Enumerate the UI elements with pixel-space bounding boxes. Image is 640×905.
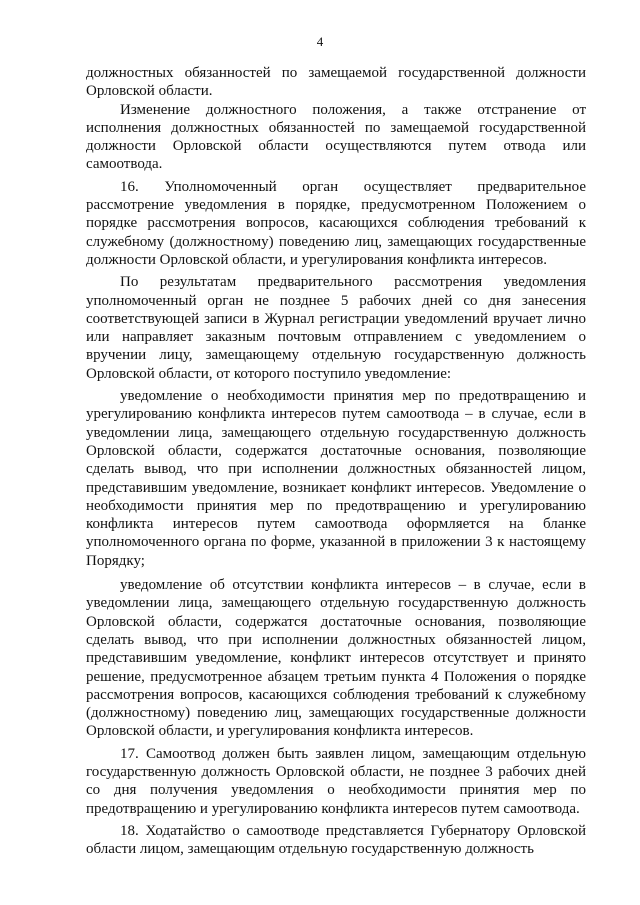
paragraph-item-18: 18. Ходатайство о самоотводе представляется Губернатору Орловской области лицом, замещающим отдельную государственную должность xyxy=(86,822,586,858)
paragraph-dismissal: Изменение должностного положения, а также отстранение от исполнения должностных обязанностей по замещаемой государственной должности Орловской области осуществляются путем отвода или самоотвода. xyxy=(86,101,586,173)
paragraph-item-17: 17. Самоотвод должен быть заявлен лицом, замещающим отдельную государственную должность Орловской области, не позднее 3 рабочих дней со дня получения уведомления о необходимости принятия мер по предотвращению и урегулированию конфликта интересов путем самоотвода. xyxy=(86,745,586,817)
paragraph-notice-self-recusal: уведомление о необходимости принятия мер по предотвращению и урегулированию конфликта интересов путем самоотвода – в случае, если в уведомлении лица, замещающего отдельную государственную должность Орловской области, содержатся достаточные основания, позволяющие сделать вывод, что при исполнении должностных обязанностей лицом, представившим уведомление, возникает конфликт интересов. Уведомление о необходимости принятия мер по предотвращению и урегулированию конфликта интересов путем самоотвода оформляется на бланке уполномоченного органа по форме, указанной в приложении 3 к настоящему Порядку; xyxy=(86,388,586,569)
paragraph-notice-no-conflict: уведомление об отсутствии конфликта интересов – в случае, если в уведомлении лица, замещающего отдельную государственную должность Орловской области, содержатся достаточные основания, позволяющие сделать вывод, что при исполнении должностных обязанностей лицом, представившим уведомление, конфликт интересов отсутствует и принято решение, предусмотренное абзацем третьим пункта 4 Положения о порядке рассмотрения вопросов, касающихся соблюдения требований к служебному (должностному) поведению лиц, замещающих государственные должности Орловской области, и урегулирования конфликта интересов. xyxy=(86,577,586,740)
document-body xyxy=(86,64,586,858)
paragraph-continuation: должностных обязанностей по замещаемой государственной должности Орловской области. xyxy=(86,65,586,100)
paragraph-review-results: По результатам предварительного рассмотрения уведомления уполномоченный орган не позднее 5 рабочих дней со дня занесения соответствующей записи в Журнал регистрации уведомлений вручает лично или направляет заказным почтовым отправлением с уведомлением о вручении лицу, замещающему отдельную государственную должность Орловской области, от которого поступило уведомление: xyxy=(86,274,586,382)
paragraph-item-16: 16. Уполномоченный орган осуществляет предварительное рассмотрение уведомления в порядке, предусмотренном Положением о порядке рассмотрения вопросов, касающихся соблюдения требований к служебному (должностному) поведению лиц, замещающих государственные должности Орловской области, и урегулирования конфликта интересов. xyxy=(86,178,586,268)
page-number: 4 xyxy=(316,34,324,49)
